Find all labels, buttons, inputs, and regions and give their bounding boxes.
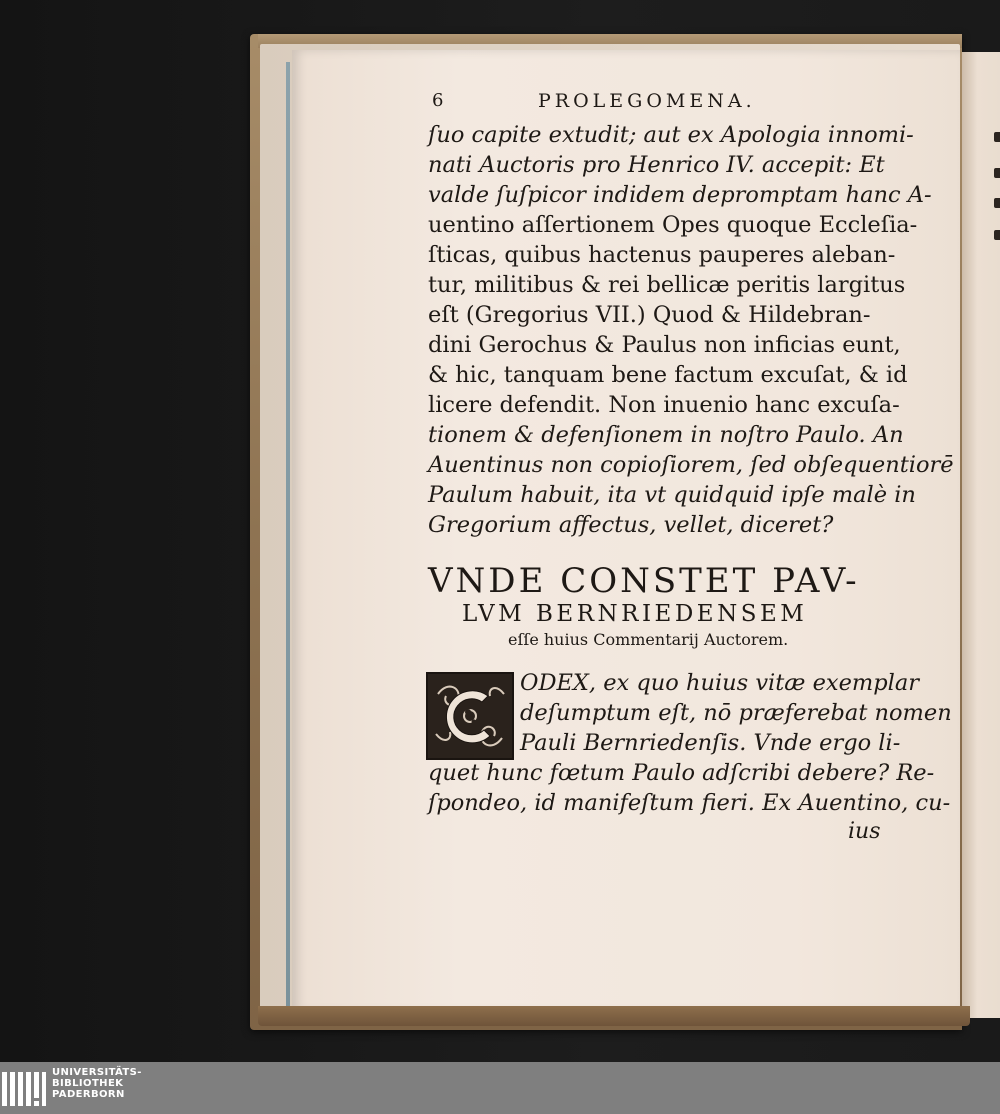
library-logo-icon xyxy=(0,1068,48,1110)
library-name-line: PADERBORN xyxy=(52,1089,125,1100)
heading-line-3: eſſe huius Commentarij Auctorem. xyxy=(508,630,789,649)
text-line: licere defendit. Non inuenio hanc excuſa- xyxy=(428,392,900,418)
book-bottom-board xyxy=(258,1006,970,1026)
text-line: tionem & defenſionem in noſtro Paulo. An xyxy=(428,422,904,448)
text-line: Auentinus non copioſiorem, ſed obſequentiorē xyxy=(428,452,954,478)
body-paragraph xyxy=(428,120,954,540)
text-line: ODEX, ex quo huius vitæ exemplar xyxy=(520,670,920,696)
decorated-initial-c-icon xyxy=(426,672,514,760)
text-line: uentino aſſertionem Opes quoque Eccleſia- xyxy=(428,212,918,238)
running-head: PROLEGOMENA. xyxy=(538,90,756,112)
heading-line-1: VNDE CONSTET PAV- xyxy=(428,561,860,601)
text-line: ſuo capite extudit; aut ex Apologia innomi- xyxy=(428,122,914,148)
text-line: Gregorium affectus, vellet, diceret? xyxy=(428,512,834,538)
page-header xyxy=(428,86,898,120)
text-line: nati Auctoris pro Henrico IV. accepit: Et xyxy=(428,152,885,178)
text-line: ſpondeo, id manifeſtum fieri. Ex Auentino, cu- xyxy=(428,790,951,816)
text-line: deſumptum eſt, nō præferebat nomen xyxy=(520,700,952,726)
text-line: ſticas, quibus hactenus pauperes aleban- xyxy=(428,242,896,268)
text-line: quet hunc fœtum Paulo adſcribi debere? Re- xyxy=(428,760,935,786)
page-number: 6 xyxy=(432,90,444,111)
page-text xyxy=(428,86,954,846)
library-name-line: BIBLIOTHEK xyxy=(52,1078,124,1089)
right-page-glyph xyxy=(994,168,1000,178)
text-line: & hic, tanquam bene factum excuſat, & id xyxy=(428,362,908,388)
library-name xyxy=(52,1067,142,1100)
heading-line-2: LVM BERNRIEDENSEM xyxy=(462,601,808,627)
section-paragraph xyxy=(428,668,952,846)
right-page-glyph xyxy=(994,132,1000,142)
library-footer-bar xyxy=(0,1062,1000,1114)
right-page-edge xyxy=(962,52,1000,1018)
text-line: valde ſuſpicor indidem depromptam hanc A- xyxy=(428,182,932,208)
text-line: Pauli Bernriedenſis. Vnde ergo li- xyxy=(520,730,901,756)
section-heading xyxy=(428,562,898,652)
text-line: dini Gerochus & Paulus non inficias eunt, xyxy=(428,332,901,358)
catchword: ius xyxy=(848,819,881,844)
right-page-glyph xyxy=(994,230,1000,240)
right-page-glyph xyxy=(994,198,1000,208)
page-edge-tint xyxy=(286,62,290,1006)
text-line: tur, militibus & rei bellicæ peritis largitus xyxy=(428,272,906,298)
text-line: eſt (Gregorius VII.) Quod & Hildebran- xyxy=(428,302,871,328)
text-line: Paulum habuit, ita vt quidquid ipſe malè in xyxy=(428,482,916,508)
library-name-line: UNIVERSITÄTS- xyxy=(52,1067,142,1078)
